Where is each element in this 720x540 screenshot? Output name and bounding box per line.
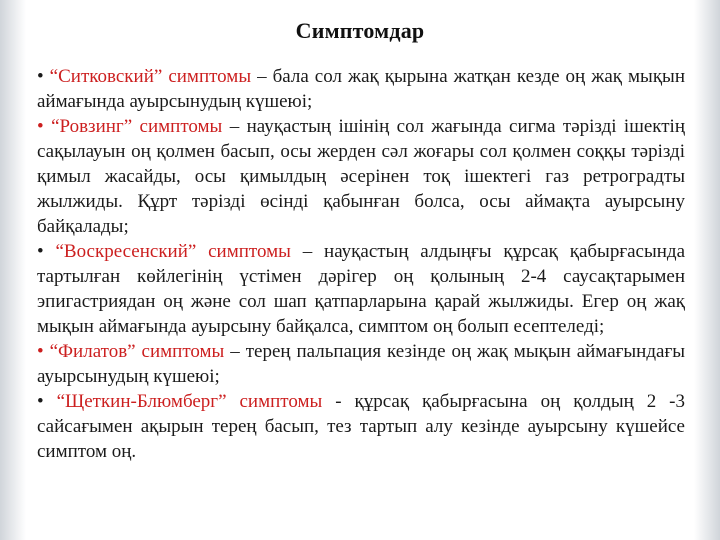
symptom-item-shchetkin-blumberg bbox=[37, 389, 685, 464]
symptom-item-voskresensky bbox=[37, 239, 685, 339]
symptom-name: “Филатов” симптомы bbox=[49, 341, 225, 362]
symptom-item-rovzing bbox=[37, 114, 685, 239]
symptom-name: “Воскресенский” симптомы bbox=[55, 241, 291, 262]
symptom-description: – науқастың ішінің сол жағында сигма тәрізді ішектің сақылауын оң қолмен басып, осы жерден сәл жоғары сол қолмен соққы тәрізді қимыл жасайды, осы қимылдың әсерінен тоқ ішектегі газ ретроградты жылжиды. Құрт тәрізді өсінді қабынған болса, осы аймақта ауырсыну байқалады; bbox=[37, 116, 686, 237]
symptom-name: “Ситковский” симптомы bbox=[49, 66, 252, 87]
slide-body bbox=[37, 64, 685, 464]
symptom-name: “Ровзинг” симптомы bbox=[51, 116, 223, 137]
bullet-icon: • bbox=[37, 391, 44, 412]
left-edge-shadow bbox=[0, 0, 26, 540]
right-edge-shadow bbox=[694, 0, 720, 540]
symptom-item-filatov bbox=[37, 339, 685, 389]
symptom-name: “Щеткин-Блюмберг” симптомы bbox=[56, 391, 323, 412]
symptom-description: – науқастың алдыңғы құрсақ қабырғасында тартылған көйлегінің үстімен дәрігер оң қолының 2-4 саусақтарымен эпигастриядан оң және сол шап қатпарларына қарай жылжиды. Егер оң жақ мықын аймағында ауырсыну байқалса, симптом оң болып есептеледі; bbox=[37, 241, 686, 337]
symptom-description: – терең пальпация кезінде оң жақ мықын аймағындағы ауырсынудың күшеюі; bbox=[37, 341, 686, 387]
bullet-icon: • bbox=[37, 66, 44, 87]
symptom-item-sitkovsky bbox=[37, 64, 685, 114]
symptom-description: - құрсақ қабырғасына оң қолдың 2 -3 сайсағымен ақырын терең басып, тез тартып алу кезінде ауырсыну күшейсе симптом оң. bbox=[37, 391, 685, 462]
slide-title: Симптомдар bbox=[295, 18, 425, 43]
bullet-icon: • bbox=[37, 241, 44, 262]
bullet-icon: • bbox=[37, 341, 44, 362]
symptom-description: – бала сол жақ қырына жатқан кезде оң жақ мықын аймағында ауырсынудың күшеюі; bbox=[37, 66, 685, 112]
bullet-icon: • bbox=[37, 116, 44, 137]
